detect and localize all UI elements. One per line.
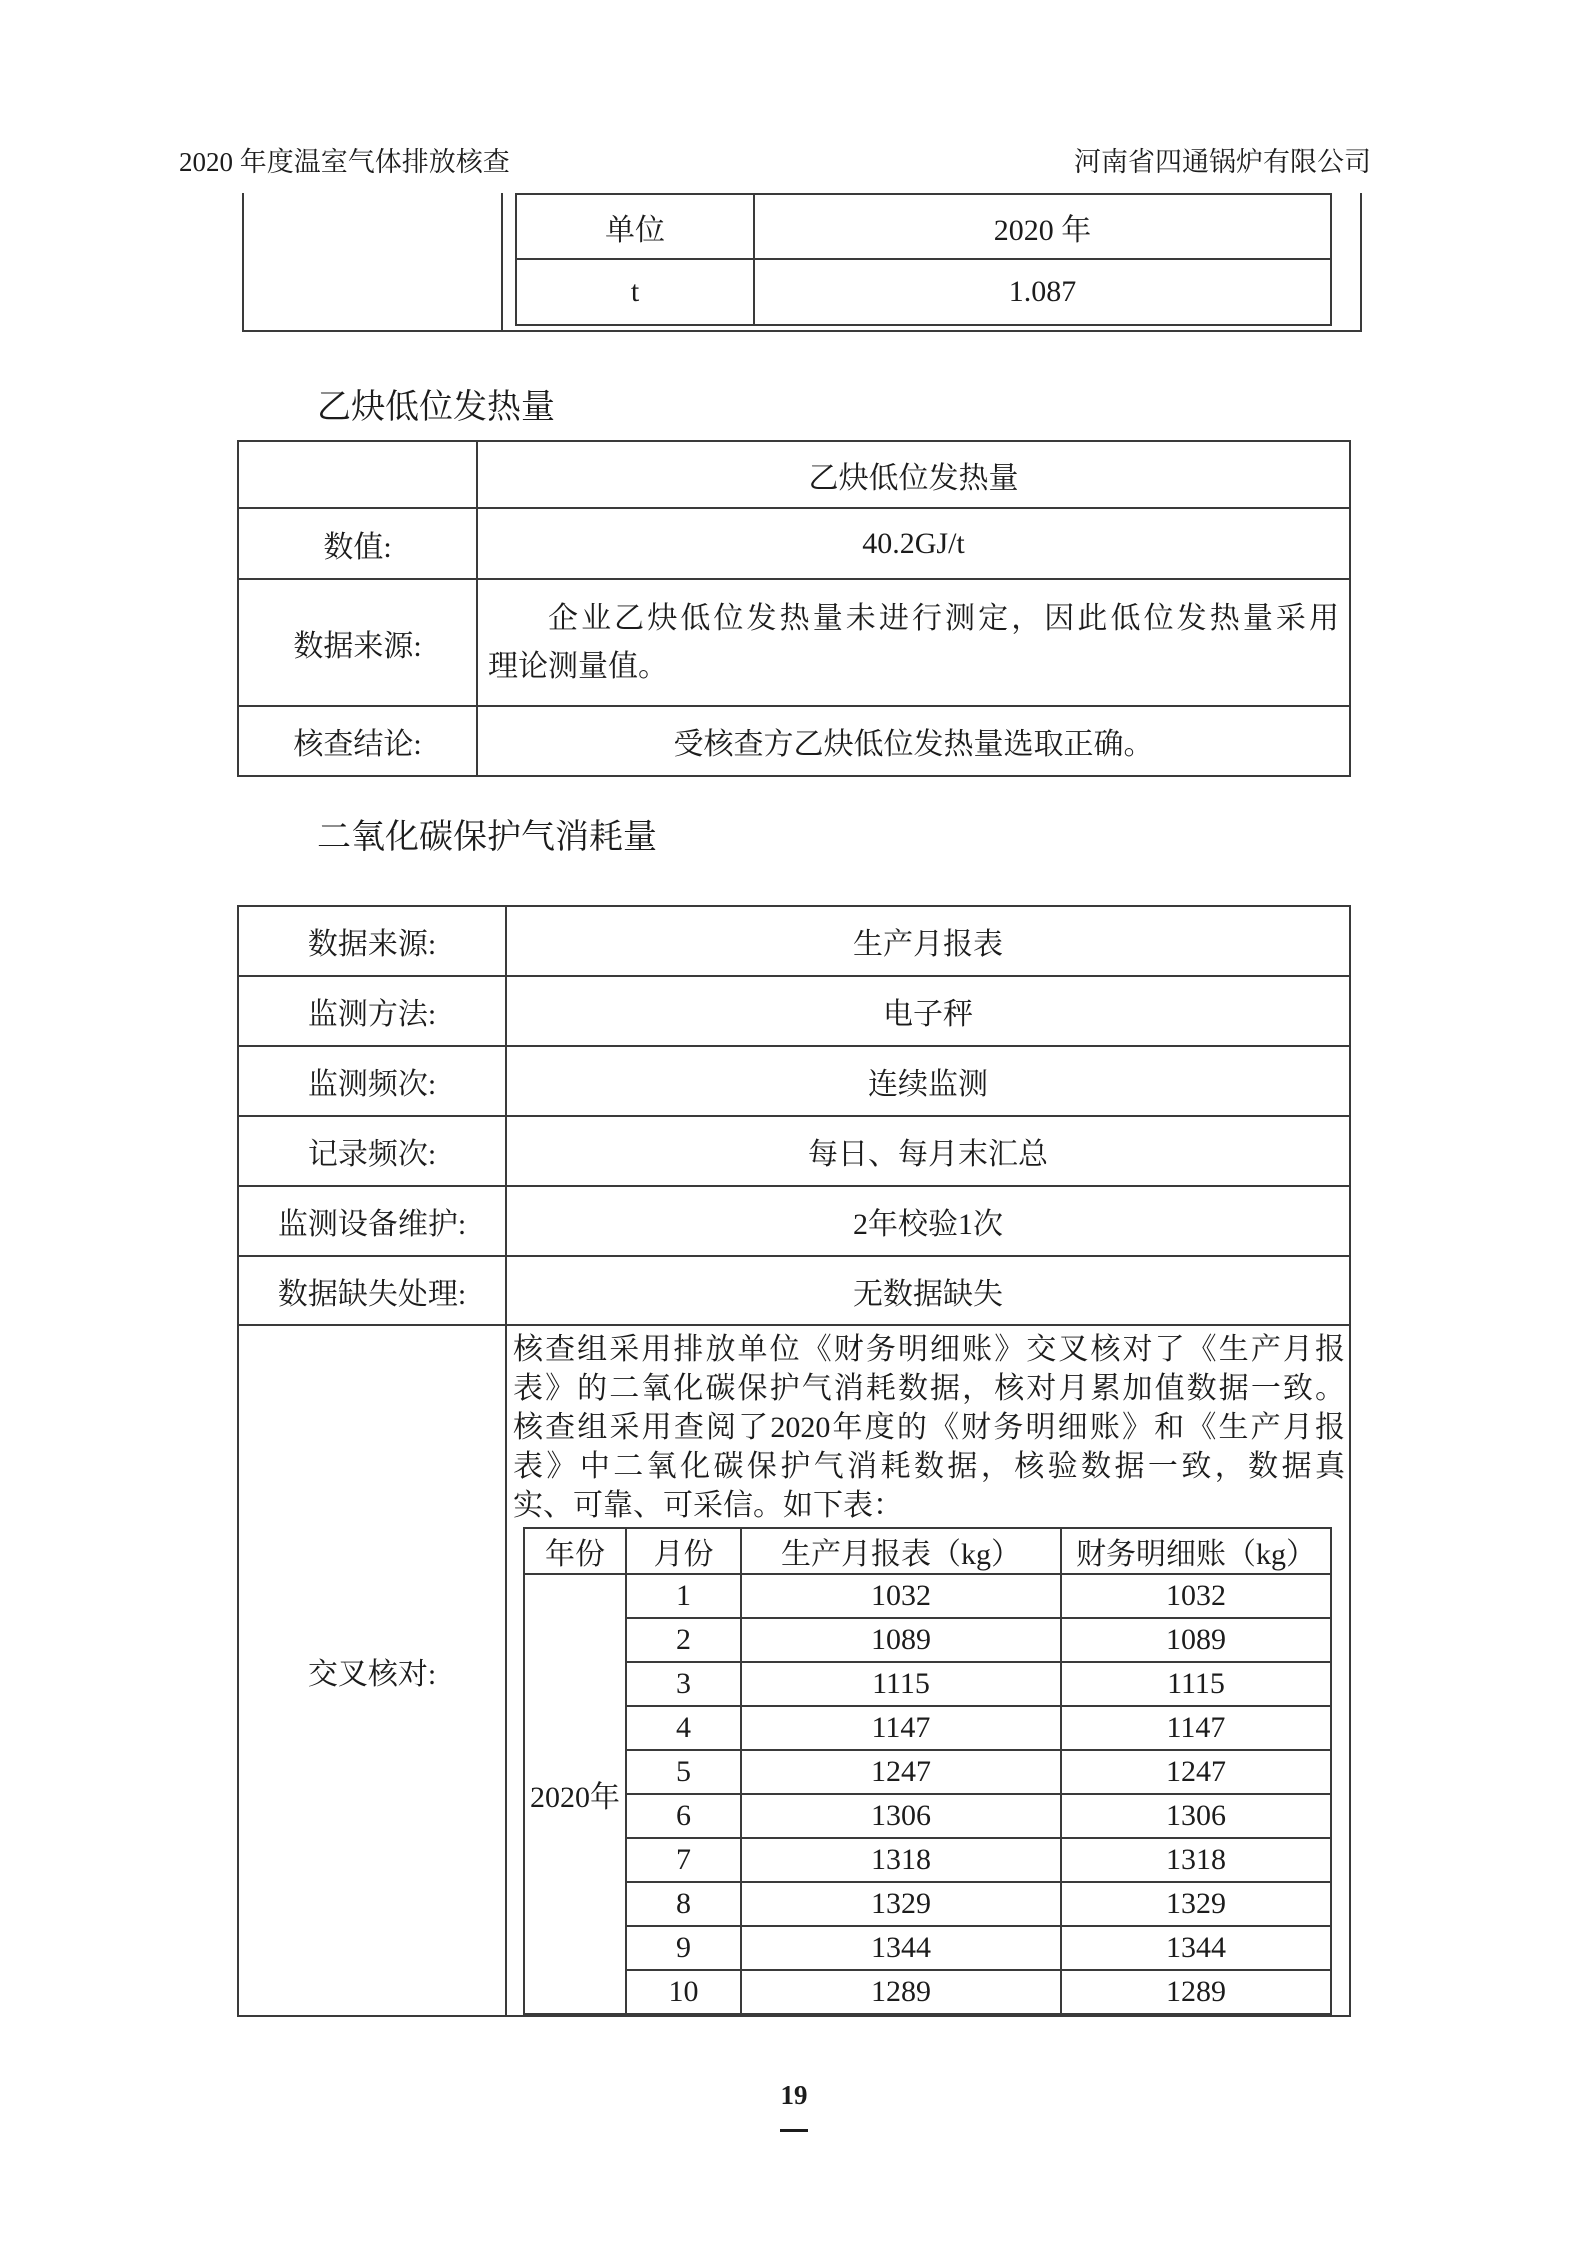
table-row: [238, 441, 1350, 508]
production-value-cell: 1318: [741, 1838, 1061, 1882]
row-label: 数据缺失处理:: [238, 1256, 506, 1325]
acetylene-table-header: 乙炔低位发热量: [477, 441, 1350, 508]
column-header-finance-ledger: 财务明细账（kg）: [1061, 1528, 1331, 1574]
top-table-unit-value: t: [516, 259, 754, 325]
header-company-name: 河南省四通锅炉有限公司: [1074, 147, 1371, 177]
paragraph-line: 实、可靠、可采信。如下表：: [513, 1489, 903, 1522]
page-number-rule: [780, 2129, 808, 2132]
row-label: 记录频次:: [238, 1116, 506, 1186]
month-cell: 5: [626, 1750, 741, 1794]
paragraph-line: 理论测量值。: [488, 649, 668, 683]
table-row: [524, 1926, 1331, 1970]
month-cell: 3: [626, 1662, 741, 1706]
finance-value-cell: 1032: [1061, 1574, 1331, 1618]
row-label: 数据来源:: [238, 906, 506, 976]
row-value: 无数据缺失: [506, 1256, 1350, 1325]
production-value-cell: 1329: [741, 1882, 1061, 1926]
row-value: 连续监测: [506, 1046, 1350, 1116]
paragraph-line: 企业乙炔低位发热量未进行测定，因此低位发热量采用: [548, 601, 1339, 635]
table-row: [524, 1794, 1331, 1838]
month-cell: 8: [626, 1882, 741, 1926]
month-cell: 10: [626, 1970, 741, 2014]
row-label: 核查结论:: [238, 706, 477, 776]
top-table-year-value: 1.087: [754, 259, 1331, 325]
table-row: [238, 1186, 1350, 1256]
table-row: [524, 1838, 1331, 1882]
paragraph-line: 表》中二氧化碳保护气消耗数据，核验数据一致，数据真: [513, 1450, 1345, 1483]
row-label: 交叉核对:: [238, 1325, 506, 2016]
table-row: [524, 1970, 1331, 2014]
production-value-cell: 1306: [741, 1794, 1061, 1838]
month-cell: 7: [626, 1838, 741, 1882]
top-table-unit-header: 单位: [516, 194, 754, 259]
row-label: 监测方法:: [238, 976, 506, 1046]
production-value-cell: 1089: [741, 1618, 1061, 1662]
table-row: [238, 579, 1350, 706]
cross-check-nested-table: [523, 1527, 1332, 2015]
co2-consumption-table: [237, 905, 1351, 2017]
empty-cell: [238, 441, 477, 508]
finance-value-cell: 1289: [1061, 1970, 1331, 2014]
cross-check-row: [238, 1325, 1350, 2016]
cross-check-paragraph: [513, 1330, 1345, 1525]
table-row: [238, 976, 1350, 1046]
section-title-co2-gas-consumption: 二氧化碳保护气消耗量: [317, 819, 657, 856]
finance-value-cell: 1247: [1061, 1750, 1331, 1794]
year-cell: 2020年: [524, 1574, 626, 2014]
table-row: [238, 1256, 1350, 1325]
acetylene-heating-value-table: [237, 440, 1351, 777]
paragraph-line: 核查组采用查阅了2020年度的《财务明细账》和《生产月报: [513, 1411, 1345, 1444]
table-row: [524, 1618, 1331, 1662]
section-title-acetylene-heating-value: 乙炔低位发热量: [317, 389, 555, 426]
finance-value-cell: 1115: [1061, 1662, 1331, 1706]
month-cell: 1: [626, 1574, 741, 1618]
row-value: 每日、每月末汇总: [506, 1116, 1350, 1186]
table-header-row: [524, 1528, 1331, 1574]
row-value: 生产月报表: [506, 906, 1350, 976]
table-row: [524, 1574, 1331, 1618]
production-value-cell: 1289: [741, 1970, 1061, 2014]
row-label: 数值:: [238, 508, 477, 579]
production-value-cell: 1247: [741, 1750, 1061, 1794]
month-cell: 2: [626, 1618, 741, 1662]
top-table-fragment: [242, 193, 1362, 332]
finance-value-cell: 1306: [1061, 1794, 1331, 1838]
row-value: 2年校验1次: [506, 1186, 1350, 1256]
table-row: [238, 508, 1350, 579]
finance-value-cell: 1318: [1061, 1838, 1331, 1882]
column-header-month: 月份: [626, 1528, 741, 1574]
top-fragment-column-divider: [501, 193, 503, 330]
row-label: 监测频次:: [238, 1046, 506, 1116]
row-value: 受核查方乙炔低位发热量选取正确。: [477, 706, 1350, 776]
column-header-year: 年份: [524, 1528, 626, 1574]
production-value-cell: 1344: [741, 1926, 1061, 1970]
paragraph-line: 核查组采用排放单位《财务明细账》交叉核对了《生产月报: [513, 1333, 1345, 1366]
table-row: [524, 1706, 1331, 1750]
row-label: 数据来源:: [238, 579, 477, 706]
cross-check-content-cell: [506, 1325, 1350, 2016]
column-header-production-report: 生产月报表（kg）: [741, 1528, 1061, 1574]
data-source-paragraph: [477, 579, 1350, 706]
production-value-cell: 1115: [741, 1662, 1061, 1706]
row-value: 电子秤: [506, 976, 1350, 1046]
table-row: [238, 1046, 1350, 1116]
table-row: [524, 1750, 1331, 1794]
production-value-cell: 1147: [741, 1706, 1061, 1750]
table-row: [238, 906, 1350, 976]
table-row: [516, 259, 1331, 325]
page-number: 19: [780, 2080, 808, 2110]
paragraph-line: 表》的二氧化碳保护气消耗数据，核对月累加值数据一致。: [513, 1372, 1345, 1405]
table-row: [524, 1662, 1331, 1706]
top-table-year-header: 2020 年: [754, 194, 1331, 259]
month-cell: 4: [626, 1706, 741, 1750]
finance-value-cell: 1344: [1061, 1926, 1331, 1970]
table-row: [524, 1882, 1331, 1926]
finance-value-cell: 1147: [1061, 1706, 1331, 1750]
finance-value-cell: 1089: [1061, 1618, 1331, 1662]
month-cell: 6: [626, 1794, 741, 1838]
finance-value-cell: 1329: [1061, 1882, 1331, 1926]
table-row: [516, 194, 1331, 259]
header-report-title: 2020 年度温室气体排放核查: [179, 147, 510, 177]
row-label: 监测设备维护:: [238, 1186, 506, 1256]
production-value-cell: 1032: [741, 1574, 1061, 1618]
top-nested-table: [515, 193, 1332, 326]
table-row: [238, 706, 1350, 776]
month-cell: 9: [626, 1926, 741, 1970]
row-value: 40.2GJ/t: [477, 508, 1350, 579]
table-row: [238, 1116, 1350, 1186]
